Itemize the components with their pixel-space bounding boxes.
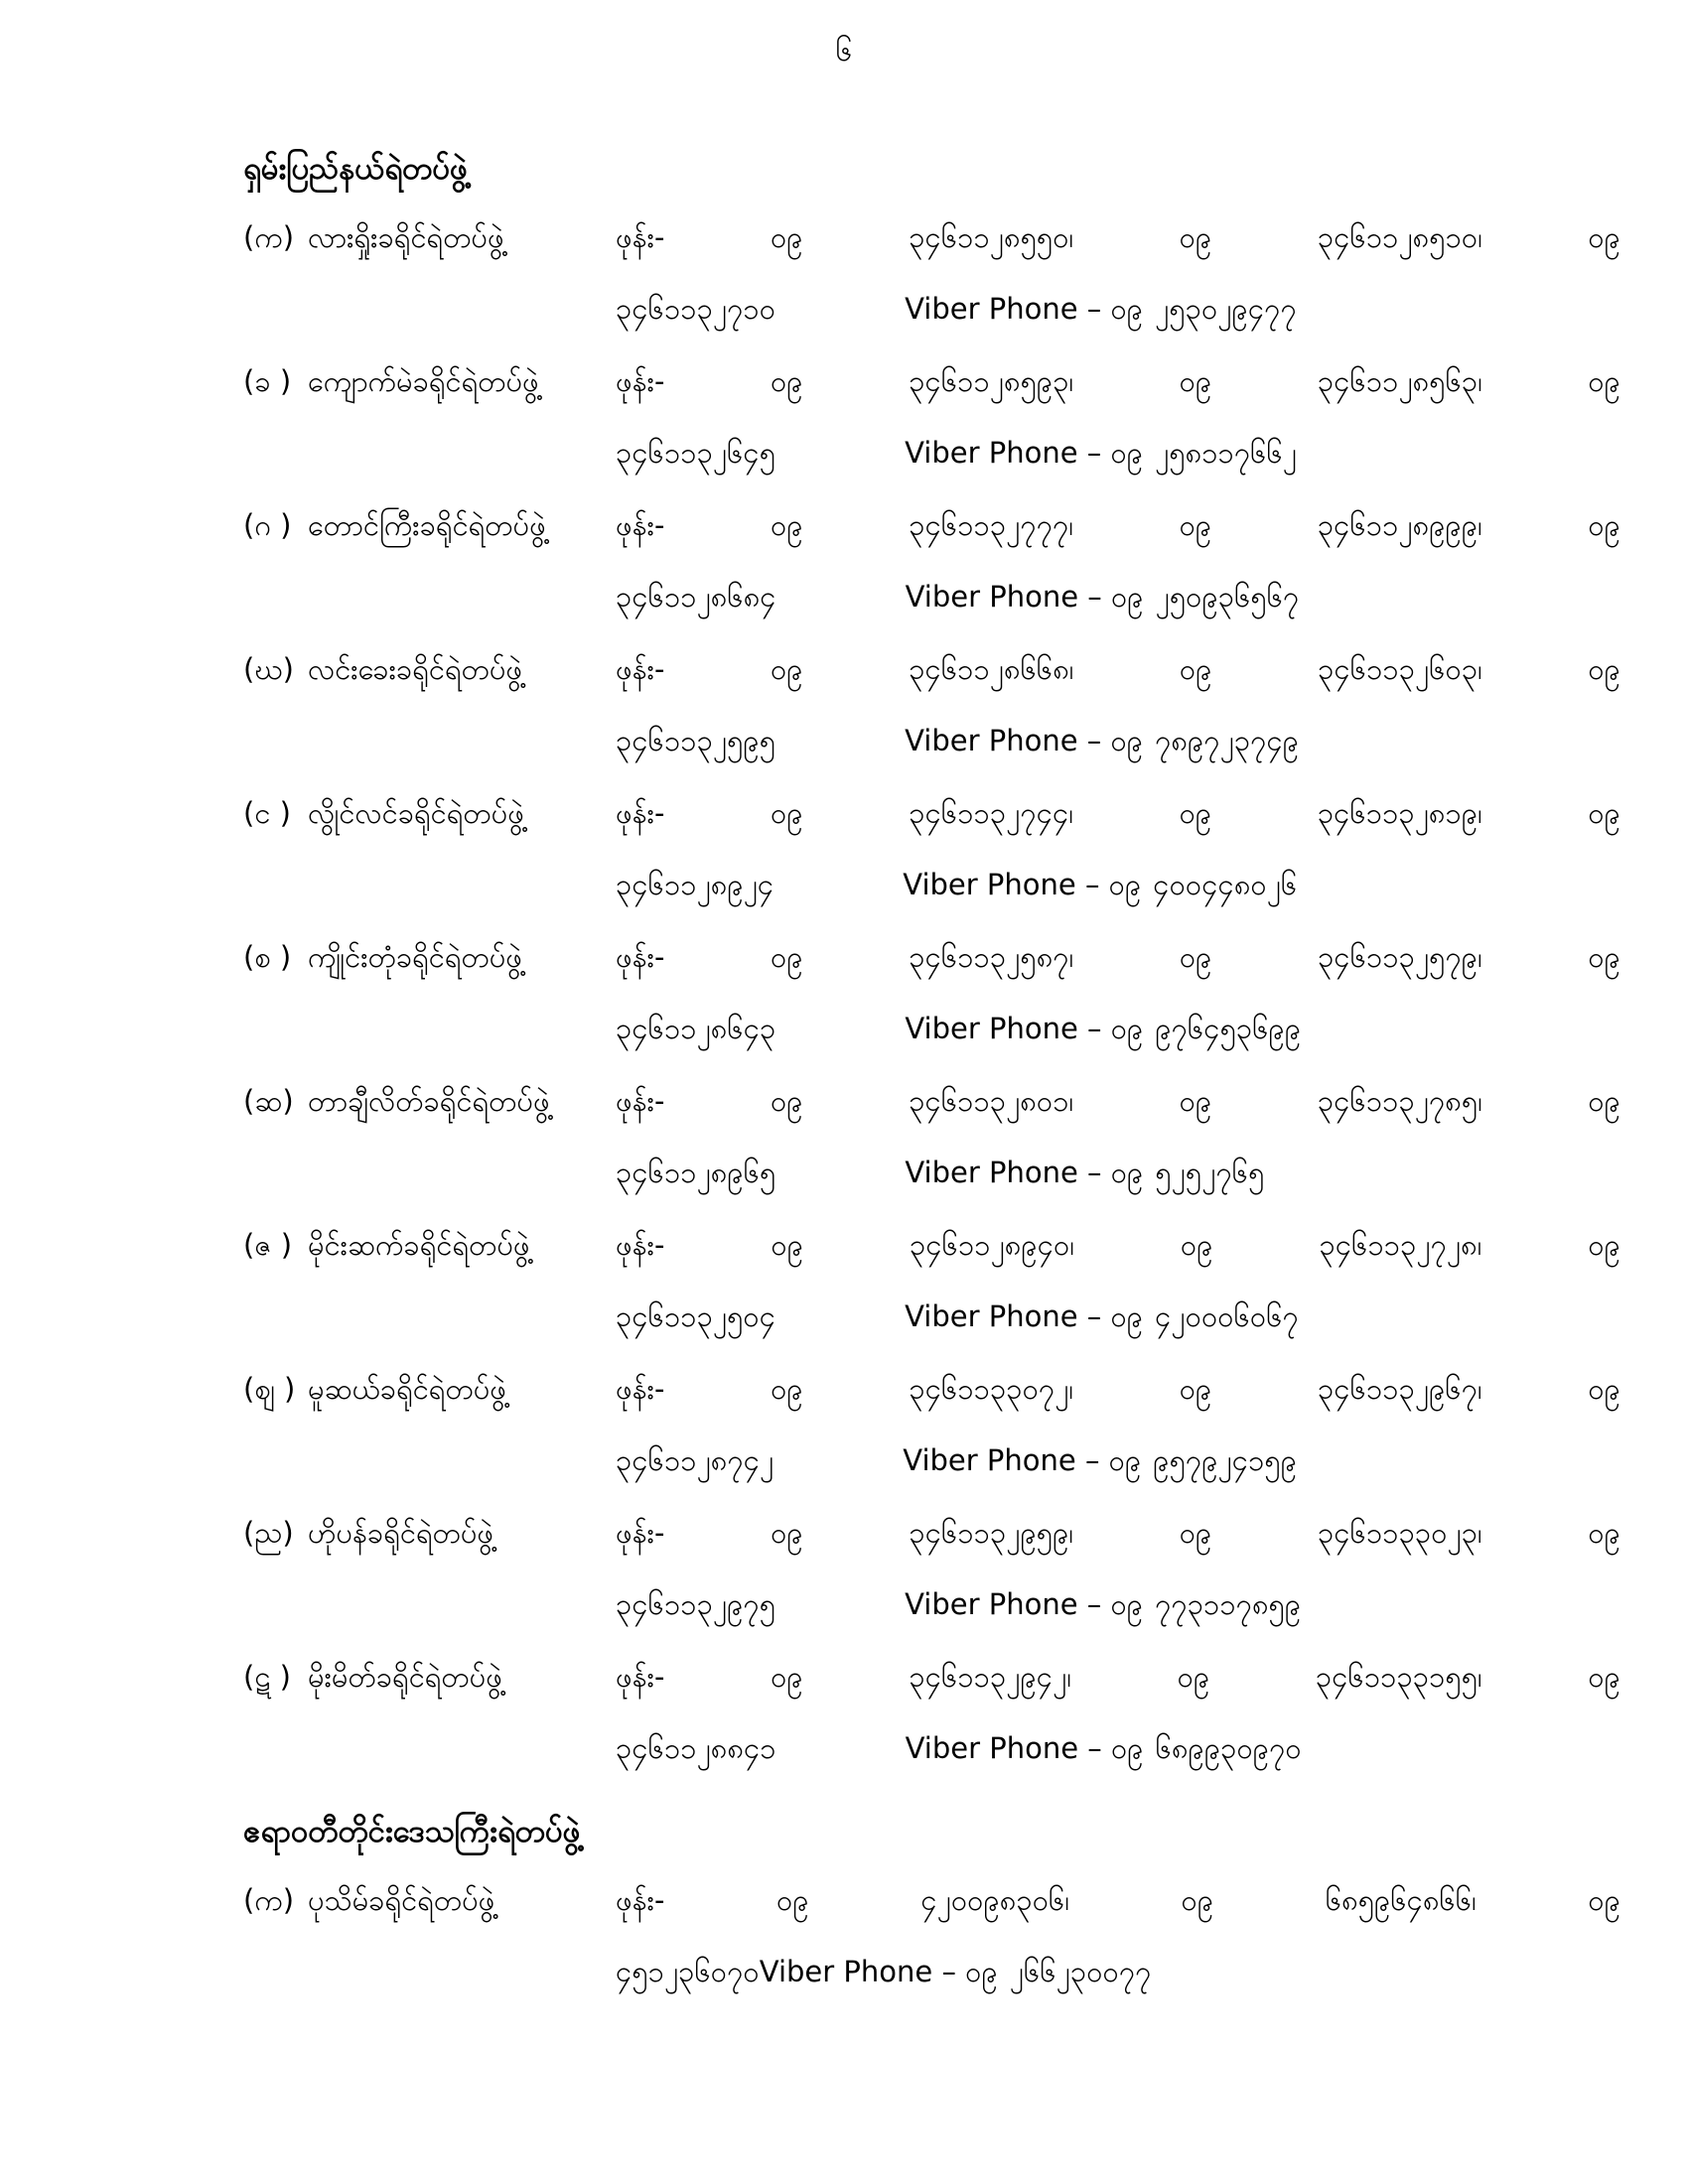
entry-line2 — [243, 1572, 1620, 1645]
entry-office-name: ပုသိမ်ခရိုင်ရဲတပ်ဖွဲ့ — [308, 1882, 495, 1917]
entry-line2 — [243, 1285, 1620, 1357]
viber-label: Viber Phone – ၀၉ — [903, 868, 1142, 902]
phone-label: ဖုန်း- — [616, 1083, 665, 1118]
directory-entry — [243, 1867, 1620, 2011]
viber-line — [905, 291, 1297, 334]
phone-label: ဖုန်း- — [616, 1882, 665, 1917]
entry-line1 — [243, 348, 1620, 421]
entry-line2 — [243, 1429, 1620, 1501]
phone-number-segment: ၃၄၆၁၁၃၂၉၆၇၊ — [1318, 1371, 1482, 1406]
viber-label: Viber Phone – ၀၉ — [905, 580, 1144, 614]
viber-label: Viber Phone – ၀၉ — [759, 1955, 998, 1989]
phone-number-segment: ၀၉ — [1588, 651, 1620, 686]
phone-number-segment: ၀၉ — [1179, 939, 1212, 974]
viber-label: Viber Phone – ၀၉ — [905, 1012, 1144, 1046]
phone-number-segment: ၃၄၆၁၁၃၂၈၁၉၊ — [1317, 795, 1482, 830]
phone-number-segment: ၀၉ — [1179, 795, 1212, 830]
entry-index-label: (ဇ ) — [243, 1227, 293, 1262]
phone-label: ဖုန်း- — [616, 1371, 665, 1406]
phone-number-continued: ၃၄၆၁၁၂၈၇၄၂ — [616, 1443, 774, 1478]
entry-index-label: (စ ) — [243, 939, 292, 974]
entry-line1 — [243, 1500, 1620, 1572]
entry-line1 — [243, 780, 1620, 853]
viber-line — [906, 579, 1300, 621]
phone-number-segment: ၃၄၆၁၁၃၃၀၇၂၊ — [909, 1371, 1074, 1406]
viber-number: ၇၈၉၇၂၃၇၄၉ — [1155, 724, 1300, 758]
entry-index-label: (ဆ) — [243, 1083, 294, 1118]
entry-phone-numbers — [616, 1227, 1620, 1270]
viber-number: ၉၅၇၉၂၄၁၅၉ — [1153, 1443, 1298, 1478]
viber-label: Viber Phone – ၀၉ — [905, 1299, 1144, 1334]
phone-number-segment: ၃၄၆၁၁၃၂၆၀၃၊ — [1318, 651, 1482, 686]
phone-number-continued: ၃၄၆၁၁၃၂၇၁၀ — [616, 292, 776, 327]
entry-line1 — [243, 1356, 1620, 1429]
entry-line2 — [243, 1141, 1620, 1213]
viber-number: ၄၂၀၀၀၆၀၆၇ — [1155, 1299, 1299, 1334]
viber-label: Viber Phone – ၀၉ — [905, 1587, 1144, 1622]
phone-number-segment: ၀၉ — [1179, 219, 1212, 254]
phone-number-segment: ၀၉ — [1180, 1227, 1213, 1262]
entry-line2 — [243, 709, 1620, 781]
phone-number-continued: ၃၄၆၁၁၃၂၅၉၅ — [616, 724, 776, 758]
phone-number-segment: ၀၉ — [1179, 1083, 1212, 1118]
document-content — [243, 133, 1620, 2011]
entry-phone-numbers — [616, 795, 1620, 838]
entry-office-name: လွိုင်လင်ခရိုင်ရဲတပ်ဖွဲ့ — [308, 795, 524, 830]
entry-office-name: မူဆယ်ခရိုင်ရဲတပ်ဖွဲ့ — [308, 1371, 506, 1406]
entry-office-name: တာချီလိတ်ခရိုင်ရဲတပ်ဖွဲ့ — [308, 1083, 550, 1118]
entry-index-label: (ဂ ) — [243, 507, 292, 542]
entry-line2 — [243, 277, 1620, 349]
entry-office-name: လားရှိုးခရိုင်ရဲတပ်ဖွဲ့ — [308, 219, 504, 254]
phone-number-segment: ၃၄၆၁၁၂၈၉၉၉၊ — [1317, 507, 1482, 542]
entry-line1 — [243, 1644, 1620, 1716]
phone-number-segment: ၃၄၆၁၁၂၈၉၄၀၊ — [910, 1227, 1074, 1262]
phone-label: ဖုန်း- — [616, 363, 665, 398]
phone-label: ဖုန်း- — [616, 939, 665, 974]
phone-number-segment: ၃၄၆၁၁၃၂၉၄၂၊ — [909, 1659, 1071, 1694]
directory-entry — [243, 205, 1620, 348]
viber-number: ၆၈၉၉၃၀၉၇၀ — [1155, 1731, 1302, 1766]
entry-office-name: လင်းခေးခရိုင်ရဲတပ်ဖွဲ့ — [308, 651, 522, 686]
phone-number-segment: ၀၉ — [1588, 219, 1620, 254]
phone-number-segment: ၀၉ — [1588, 1227, 1620, 1262]
phone-number-segment: ၀၉ — [771, 1659, 803, 1694]
phone-number-continued: ၃၄၆၁၁၂၈၆၈၄ — [616, 580, 776, 614]
entry-office-name: ကျိုင်းတုံခရိုင်ရဲတပ်ဖွဲ့ — [308, 939, 522, 974]
directory-entry — [243, 1212, 1620, 1356]
entry-index-label: (ဃ) — [243, 651, 294, 686]
entry-line2 — [243, 853, 1620, 925]
section-heading: ဧရာဝတီတိုင်းဒေသကြီးရဲတပ်ဖွဲ့ — [243, 1814, 581, 1849]
entry-phone-numbers — [616, 1882, 1620, 1925]
viber-label: Viber Phone – ၀၉ — [905, 1731, 1144, 1766]
phone-number-segment: ၀၉ — [1588, 1371, 1620, 1406]
directory-entry — [243, 1500, 1620, 1644]
phone-number-segment: ၃၄၆၁၁၃၂၇၇၇၊ — [909, 507, 1073, 542]
phone-number-segment: ၀၉ — [1179, 651, 1212, 686]
phone-number-segment: ၀၉ — [771, 1227, 804, 1262]
entry-office-name: ကျောက်မဲခရိုင်ရဲတပ်ဖွဲ့ — [308, 363, 539, 398]
page-number: ၆ — [835, 34, 853, 68]
entry-phone-numbers — [616, 219, 1620, 262]
phone-number-segment: ၀၉ — [1588, 507, 1620, 542]
directory-entry — [243, 348, 1620, 492]
entry-office-name: မိုးမိတ်ခရိုင်ရဲတပ်ဖွဲ့ — [308, 1659, 502, 1694]
entry-line1 — [243, 1212, 1620, 1285]
directory-entry — [243, 924, 1620, 1068]
entry-office-name: တောင်ကြီးခရိုင်ရဲတပ်ဖွဲ့ — [308, 507, 546, 542]
phone-number-segment: ၃၄၆၁၁၃၃၁၅၅၊ — [1315, 1659, 1482, 1694]
entry-line2 — [243, 565, 1620, 637]
viber-label: Viber Phone – ၀၉ — [905, 1156, 1144, 1190]
entry-index-label: (ဋ ) — [243, 1659, 291, 1694]
phone-number-continued: ၃၄၆၁၁၂၈၆၄၃ — [616, 1012, 776, 1046]
entry-line1 — [243, 636, 1620, 709]
phone-number-segment: ၃၄၆၁၁၂၈၆၆၈၊ — [909, 651, 1074, 686]
phone-number-segment: ၀၉ — [1588, 1083, 1620, 1118]
phone-number-segment: ၀၉ — [1179, 363, 1212, 398]
phone-number-segment: ၀၉ — [1588, 1882, 1620, 1917]
phone-label: ဖုန်း- — [616, 219, 665, 254]
entry-index-label: (ည) — [243, 1515, 294, 1550]
phone-number-segment: ၀၉ — [1181, 1882, 1214, 1917]
entry-index-label: (က) — [243, 1882, 295, 1917]
section-heading: ရှမ်းပြည်နယ်ရဲတပ်ဖွဲ့ — [243, 151, 468, 187]
phone-number-segment: ၃၄၆၁၁၃၂၇၄၄၊ — [909, 795, 1073, 830]
phone-number-continued: ၄၅၁၂၃၆၀၇၀ — [616, 1955, 760, 1989]
entry-phone-numbers — [616, 1083, 1620, 1126]
phone-number-segment: ၃၄၆၁၁၃၂၇၂၈၊ — [1319, 1227, 1482, 1262]
entry-line1 — [243, 492, 1620, 565]
phone-number-segment: ၀၉ — [1177, 1659, 1210, 1694]
phone-number-segment: ၃၄၆၁၁၂၈၅၅၀၊ — [909, 219, 1074, 254]
phone-number-continued: ၃၄၆၁၁၃၂၆၄၅ — [616, 436, 776, 471]
entry-phone-numbers — [616, 939, 1620, 982]
entry-line1 — [243, 924, 1620, 997]
phone-number-segment: ၀၉ — [776, 1882, 809, 1917]
phone-number-segment: ၀၉ — [771, 939, 803, 974]
phone-label: ဖုန်း- — [616, 1227, 665, 1262]
viber-line — [905, 1155, 1264, 1197]
phone-number-segment: ၃၄၆၁၁၃၂၅၈၇၊ — [909, 939, 1074, 974]
viber-label: Viber Phone – ၀၉ — [905, 724, 1144, 758]
phone-number-segment: ၀၉ — [770, 651, 803, 686]
phone-number-segment: ၀၉ — [771, 507, 803, 542]
entry-line2 — [243, 997, 1620, 1069]
directory-entry — [243, 492, 1620, 636]
directory-entry — [243, 1068, 1620, 1212]
phone-number-continued: ၃၄၆၁၁၂၈၈၄၁ — [616, 1731, 776, 1766]
viber-number: ၂၆၆၂၃၀၀၇၇ — [1009, 1955, 1152, 1989]
phone-number-continued: ၃၄၆၁၁၃၂၅၀၄ — [616, 1299, 776, 1334]
phone-label: ဖုန်း- — [616, 1659, 665, 1694]
viber-label: Viber Phone – ၀၉ — [903, 1443, 1142, 1478]
viber-number: ၄၀၀၄၄၈၀၂၆ — [1153, 868, 1298, 902]
phone-number-segment: ၀၉ — [1588, 363, 1620, 398]
phone-number-segment: ၀၉ — [771, 1371, 803, 1406]
entry-phone-numbers — [616, 1659, 1620, 1702]
directory-entry — [243, 1356, 1620, 1500]
entry-index-label: (ခ ) — [243, 363, 292, 398]
entry-line2 — [243, 1940, 1620, 2012]
viber-line — [905, 1011, 1301, 1053]
phone-label: ဖုန်း- — [616, 795, 665, 830]
entry-index-label: (ဈ ) — [243, 1371, 296, 1406]
viber-number: ၉၇၆၄၅၃၆၉၉ — [1155, 1012, 1302, 1046]
phone-number-segment: ၀၉ — [1588, 939, 1620, 974]
phone-number-segment: ၀၉ — [1588, 1659, 1620, 1694]
viber-line — [903, 1442, 1297, 1485]
viber-line — [905, 723, 1299, 765]
phone-number-segment: ၃၄၆၁၁၃၂၅၇၉၊ — [1318, 939, 1482, 974]
phone-number-segment: ၀၉ — [771, 795, 803, 830]
phone-number-segment: ၀၉ — [770, 363, 803, 398]
phone-number-continued: ၃၄၆၁၁၂၈၉၂၄ — [616, 868, 774, 902]
viber-line — [905, 435, 1297, 478]
phone-number-segment: ၀၉ — [1179, 507, 1212, 542]
entry-line2 — [243, 1716, 1620, 1789]
phone-number-segment: ၃၄၆၁၁၂၈၅၆၃၊ — [1317, 363, 1482, 398]
phone-number-segment: ၃၄၆၁၁၃၃၀၂၃၊ — [1318, 1515, 1482, 1550]
phone-number-segment: ၀၉ — [770, 219, 803, 254]
entry-index-label: (င ) — [243, 795, 291, 830]
phone-number-segment: ၀၉ — [771, 1515, 803, 1550]
phone-number-segment: ၃၄၆၁၁၂၈၅၉၃၊ — [909, 363, 1074, 398]
phone-number-continued: ၃၄၆၁၁၂၈၉၆၅ — [616, 1156, 776, 1190]
phone-number-segment: ၀၉ — [1179, 1371, 1212, 1406]
phone-label: ဖုန်း- — [616, 1515, 665, 1550]
viber-label: Viber Phone – ၀၉ — [905, 292, 1144, 327]
viber-line — [905, 1298, 1299, 1341]
entry-line1 — [243, 1068, 1620, 1141]
viber-line — [906, 1730, 1302, 1773]
entry-phone-numbers — [616, 507, 1620, 550]
entry-phone-numbers — [616, 1371, 1620, 1414]
phone-number-segment: ၃၄၆၁၁၃၂၇၈၅၊ — [1317, 1083, 1482, 1118]
phone-number-segment: ၀၉ — [770, 1083, 803, 1118]
phone-label: ဖုန်း- — [616, 507, 665, 542]
entry-phone-numbers — [616, 651, 1620, 694]
directory-entry — [243, 636, 1620, 780]
viber-number: ၂၅၀၉၃၆၅၆၇ — [1155, 580, 1300, 614]
viber-line — [760, 1954, 1152, 1996]
viber-line — [903, 867, 1297, 909]
phone-label: ဖုန်း- — [616, 651, 665, 686]
directory-entry — [243, 780, 1620, 924]
phone-number-segment: ၃၄၆၁၁၃၂၉၅၉၊ — [909, 1515, 1074, 1550]
entry-office-name: မိုင်းဆက်ခရိုင်ရဲတပ်ဖွဲ့ — [308, 1227, 530, 1262]
viber-number: ၇၇၃၁၁၇၈၅၉ — [1155, 1587, 1302, 1622]
entry-line1 — [243, 1867, 1620, 1940]
entry-line2 — [243, 421, 1620, 493]
phone-number-segment: ၃၄၆၁၁၂၈၅၁၀၊ — [1317, 219, 1482, 254]
phone-number-segment: ၆၈၅၉၆၄၈၆၆၊ — [1325, 1882, 1477, 1917]
viber-number: ၂၅၃၀၂၉၄၇၇ — [1155, 292, 1297, 327]
entry-phone-numbers — [616, 1515, 1620, 1558]
phone-number-continued: ၃၄၆၁၁၃၂၉၇၅ — [616, 1587, 776, 1622]
phone-number-segment: ၀၉ — [1588, 795, 1620, 830]
entry-index-label: (က) — [243, 219, 295, 254]
entry-office-name: ဟိုပန်ခရိုင်ရဲတပ်ဖွဲ့ — [308, 1515, 493, 1550]
viber-line — [905, 1586, 1301, 1629]
viber-number: ၂၅၈၁၁၇၆၆၂ — [1155, 436, 1298, 471]
viber-label: Viber Phone – ၀၉ — [905, 436, 1144, 471]
phone-number-segment: ၀၉ — [1179, 1515, 1212, 1550]
directory-entry — [243, 1644, 1620, 1788]
entry-phone-numbers — [616, 363, 1620, 406]
phone-number-segment: ၄၂၀၀၉၈၃၀၆၊ — [920, 1882, 1069, 1917]
phone-number-segment: ၀၉ — [1588, 1515, 1620, 1550]
entry-line1 — [243, 205, 1620, 277]
viber-number: ၅၂၅၂၇၆၅ — [1155, 1156, 1265, 1190]
phone-number-segment: ၃၄၆၁၁၃၂၈၀၁၊ — [909, 1083, 1074, 1118]
